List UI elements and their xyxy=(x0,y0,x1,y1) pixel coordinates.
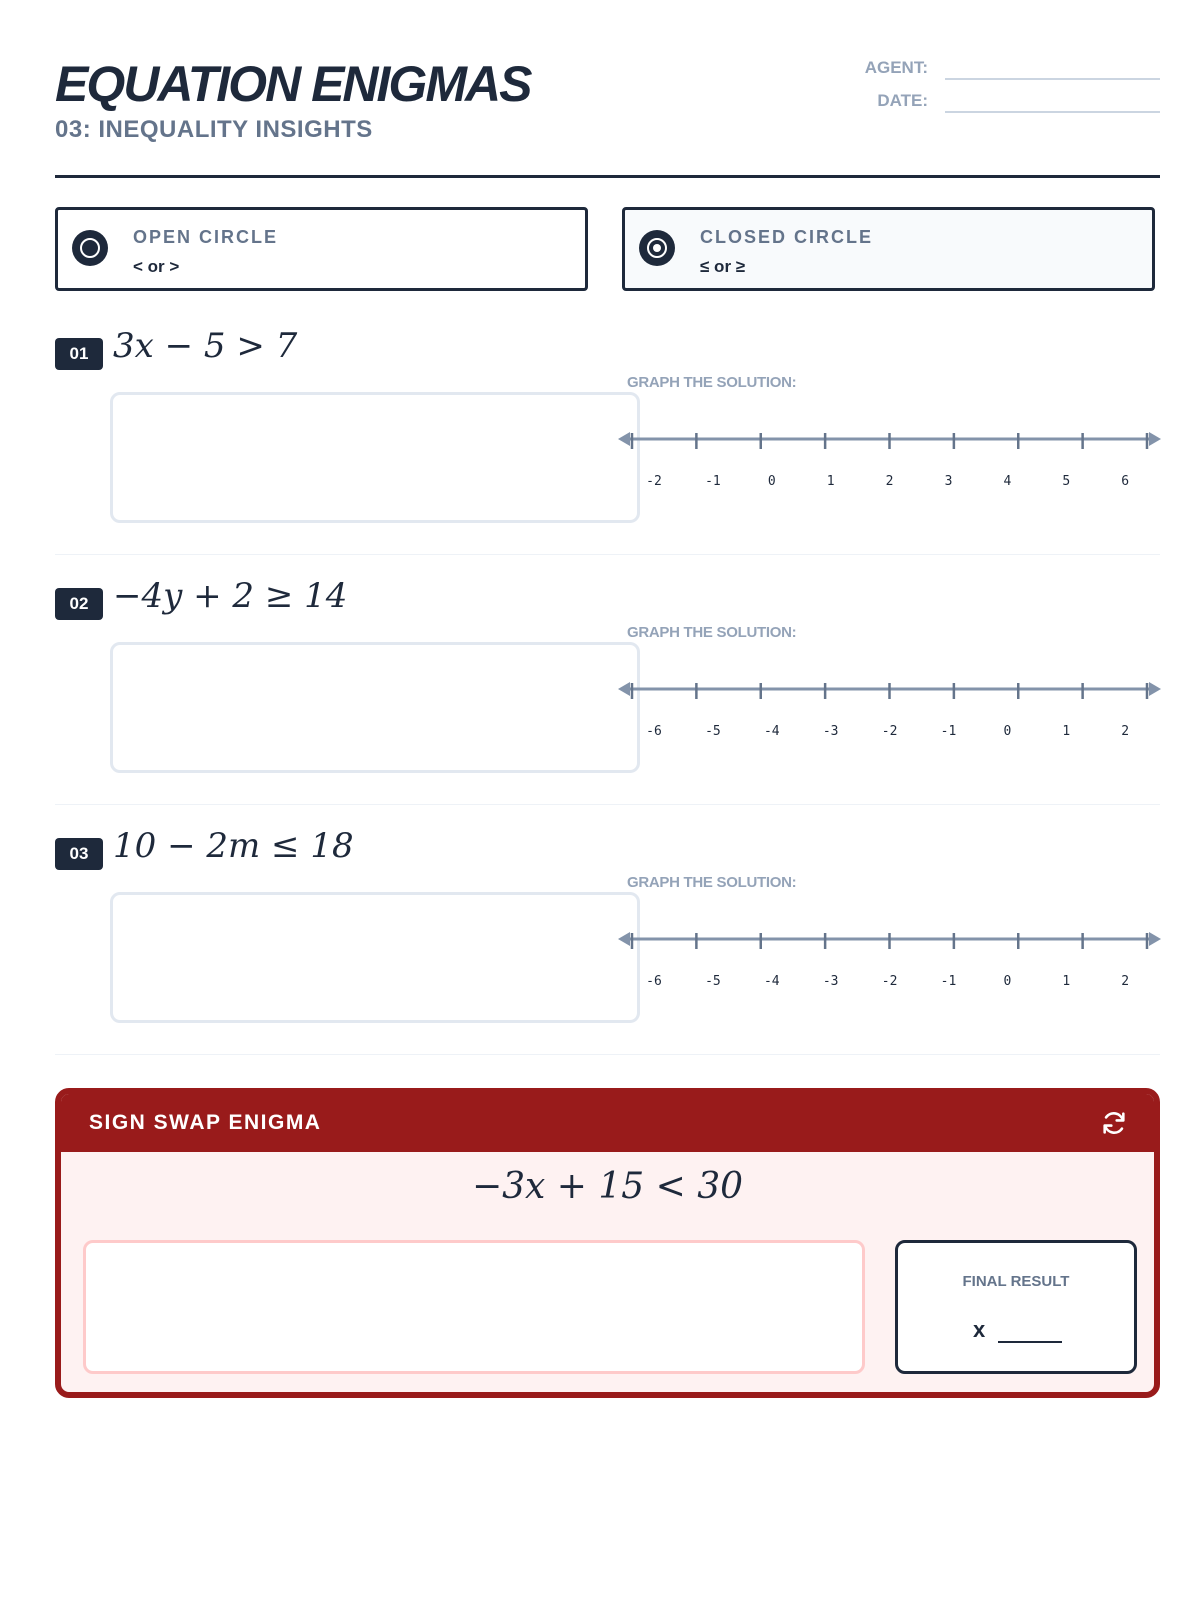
legend-desc: ≤ or ≥ xyxy=(700,257,746,276)
agent-line[interactable] xyxy=(945,78,1160,80)
graph-label: GRAPH THE SOLUTION: xyxy=(627,374,797,391)
final-result-box[interactable] xyxy=(895,1240,1137,1374)
header-divider xyxy=(55,175,1160,178)
section-divider xyxy=(55,554,1160,555)
problem-equation: 10 − 2m ≤ 18 xyxy=(113,826,354,866)
date-field xyxy=(860,91,1160,123)
work-area[interactable] xyxy=(110,392,640,523)
legend-title: OPEN CIRCLE xyxy=(133,227,279,247)
section-divider xyxy=(55,804,1160,805)
legend-desc: < or > xyxy=(133,257,180,276)
work-area[interactable] xyxy=(110,642,640,773)
legend-title: CLOSED CIRCLE xyxy=(700,227,874,247)
enigma-header xyxy=(61,1094,1154,1152)
worksheet-title: EQUATION ENIGMAS xyxy=(55,56,531,112)
tick-label: 0 xyxy=(1003,724,1012,739)
sign-swap-enigma-card xyxy=(55,1088,1160,1398)
tick-label: -6 xyxy=(646,724,662,739)
tick-label: -5 xyxy=(705,974,721,989)
problem-01 xyxy=(55,318,1160,568)
arrow-left-icon xyxy=(618,932,630,946)
arrow-left-icon xyxy=(618,682,630,696)
refresh-icon[interactable] xyxy=(1100,1109,1128,1137)
tick-label: 0 xyxy=(1003,974,1012,989)
arrow-right-icon xyxy=(1149,432,1161,446)
tick-label: -1 xyxy=(940,724,957,739)
agent-field xyxy=(860,58,1160,90)
tick-label: 6 xyxy=(1121,474,1130,489)
date-label: DATE: xyxy=(877,91,928,110)
arrow-right-icon xyxy=(1149,682,1161,696)
number-line[interactable] xyxy=(617,674,1162,744)
tick-label: -2 xyxy=(646,474,662,489)
tick-label: 1 xyxy=(1062,724,1071,739)
problem-03 xyxy=(55,818,1160,1068)
tick-label: -2 xyxy=(881,974,898,989)
worksheet-subtitle: 03: INEQUALITY INSIGHTS xyxy=(55,116,373,143)
tick-label: -2 xyxy=(881,724,898,739)
problem-number-badge: 03 xyxy=(55,838,103,870)
tick-label: 1 xyxy=(826,474,835,489)
work-area[interactable] xyxy=(110,892,640,1023)
problem-number-badge: 01 xyxy=(55,338,103,370)
final-result-label: FINAL RESULT xyxy=(962,1273,1070,1290)
tick-label: -3 xyxy=(822,974,839,989)
tick-label: -4 xyxy=(763,724,780,739)
tick-label: -5 xyxy=(705,724,721,739)
tick-label: 2 xyxy=(885,474,894,489)
tick-label: 3 xyxy=(944,474,953,489)
section-divider xyxy=(55,1054,1160,1055)
number-line[interactable] xyxy=(617,924,1162,994)
agent-label: AGENT: xyxy=(864,58,928,77)
problem-equation: −4y + 2 ≥ 14 xyxy=(113,576,348,616)
tick-label: 5 xyxy=(1062,474,1071,489)
date-line[interactable] xyxy=(945,111,1160,113)
tick-label: 0 xyxy=(767,474,776,489)
enigma-work-area[interactable] xyxy=(83,1240,865,1374)
legend-open-circle xyxy=(55,207,588,291)
enigma-title: SIGN SWAP ENIGMA xyxy=(89,1111,322,1134)
tick-label: -4 xyxy=(763,974,780,989)
legend-closed-circle xyxy=(622,207,1155,291)
tick-label: 2 xyxy=(1121,724,1130,739)
graph-label: GRAPH THE SOLUTION: xyxy=(627,874,797,891)
number-line[interactable] xyxy=(617,424,1162,494)
graph-label: GRAPH THE SOLUTION: xyxy=(627,624,797,641)
open-circle-icon xyxy=(72,230,108,266)
closed-circle-icon xyxy=(639,230,675,266)
arrow-right-icon xyxy=(1149,932,1161,946)
arrow-left-icon xyxy=(618,432,630,446)
final-result-blank[interactable] xyxy=(998,1341,1062,1343)
tick-label: 2 xyxy=(1121,974,1130,989)
tick-label: -6 xyxy=(646,974,662,989)
problem-02 xyxy=(55,568,1160,818)
enigma-equation: −3x + 15 < 30 xyxy=(471,1166,744,1207)
tick-label: 4 xyxy=(1003,474,1012,489)
final-result-variable: x xyxy=(973,1317,986,1342)
tick-label: -1 xyxy=(940,974,957,989)
tick-label: -3 xyxy=(822,724,839,739)
problem-number-badge: 02 xyxy=(55,588,103,620)
tick-label: 1 xyxy=(1062,974,1071,989)
tick-label: -1 xyxy=(705,474,721,489)
problem-equation: 3x − 5 > 7 xyxy=(113,326,298,366)
